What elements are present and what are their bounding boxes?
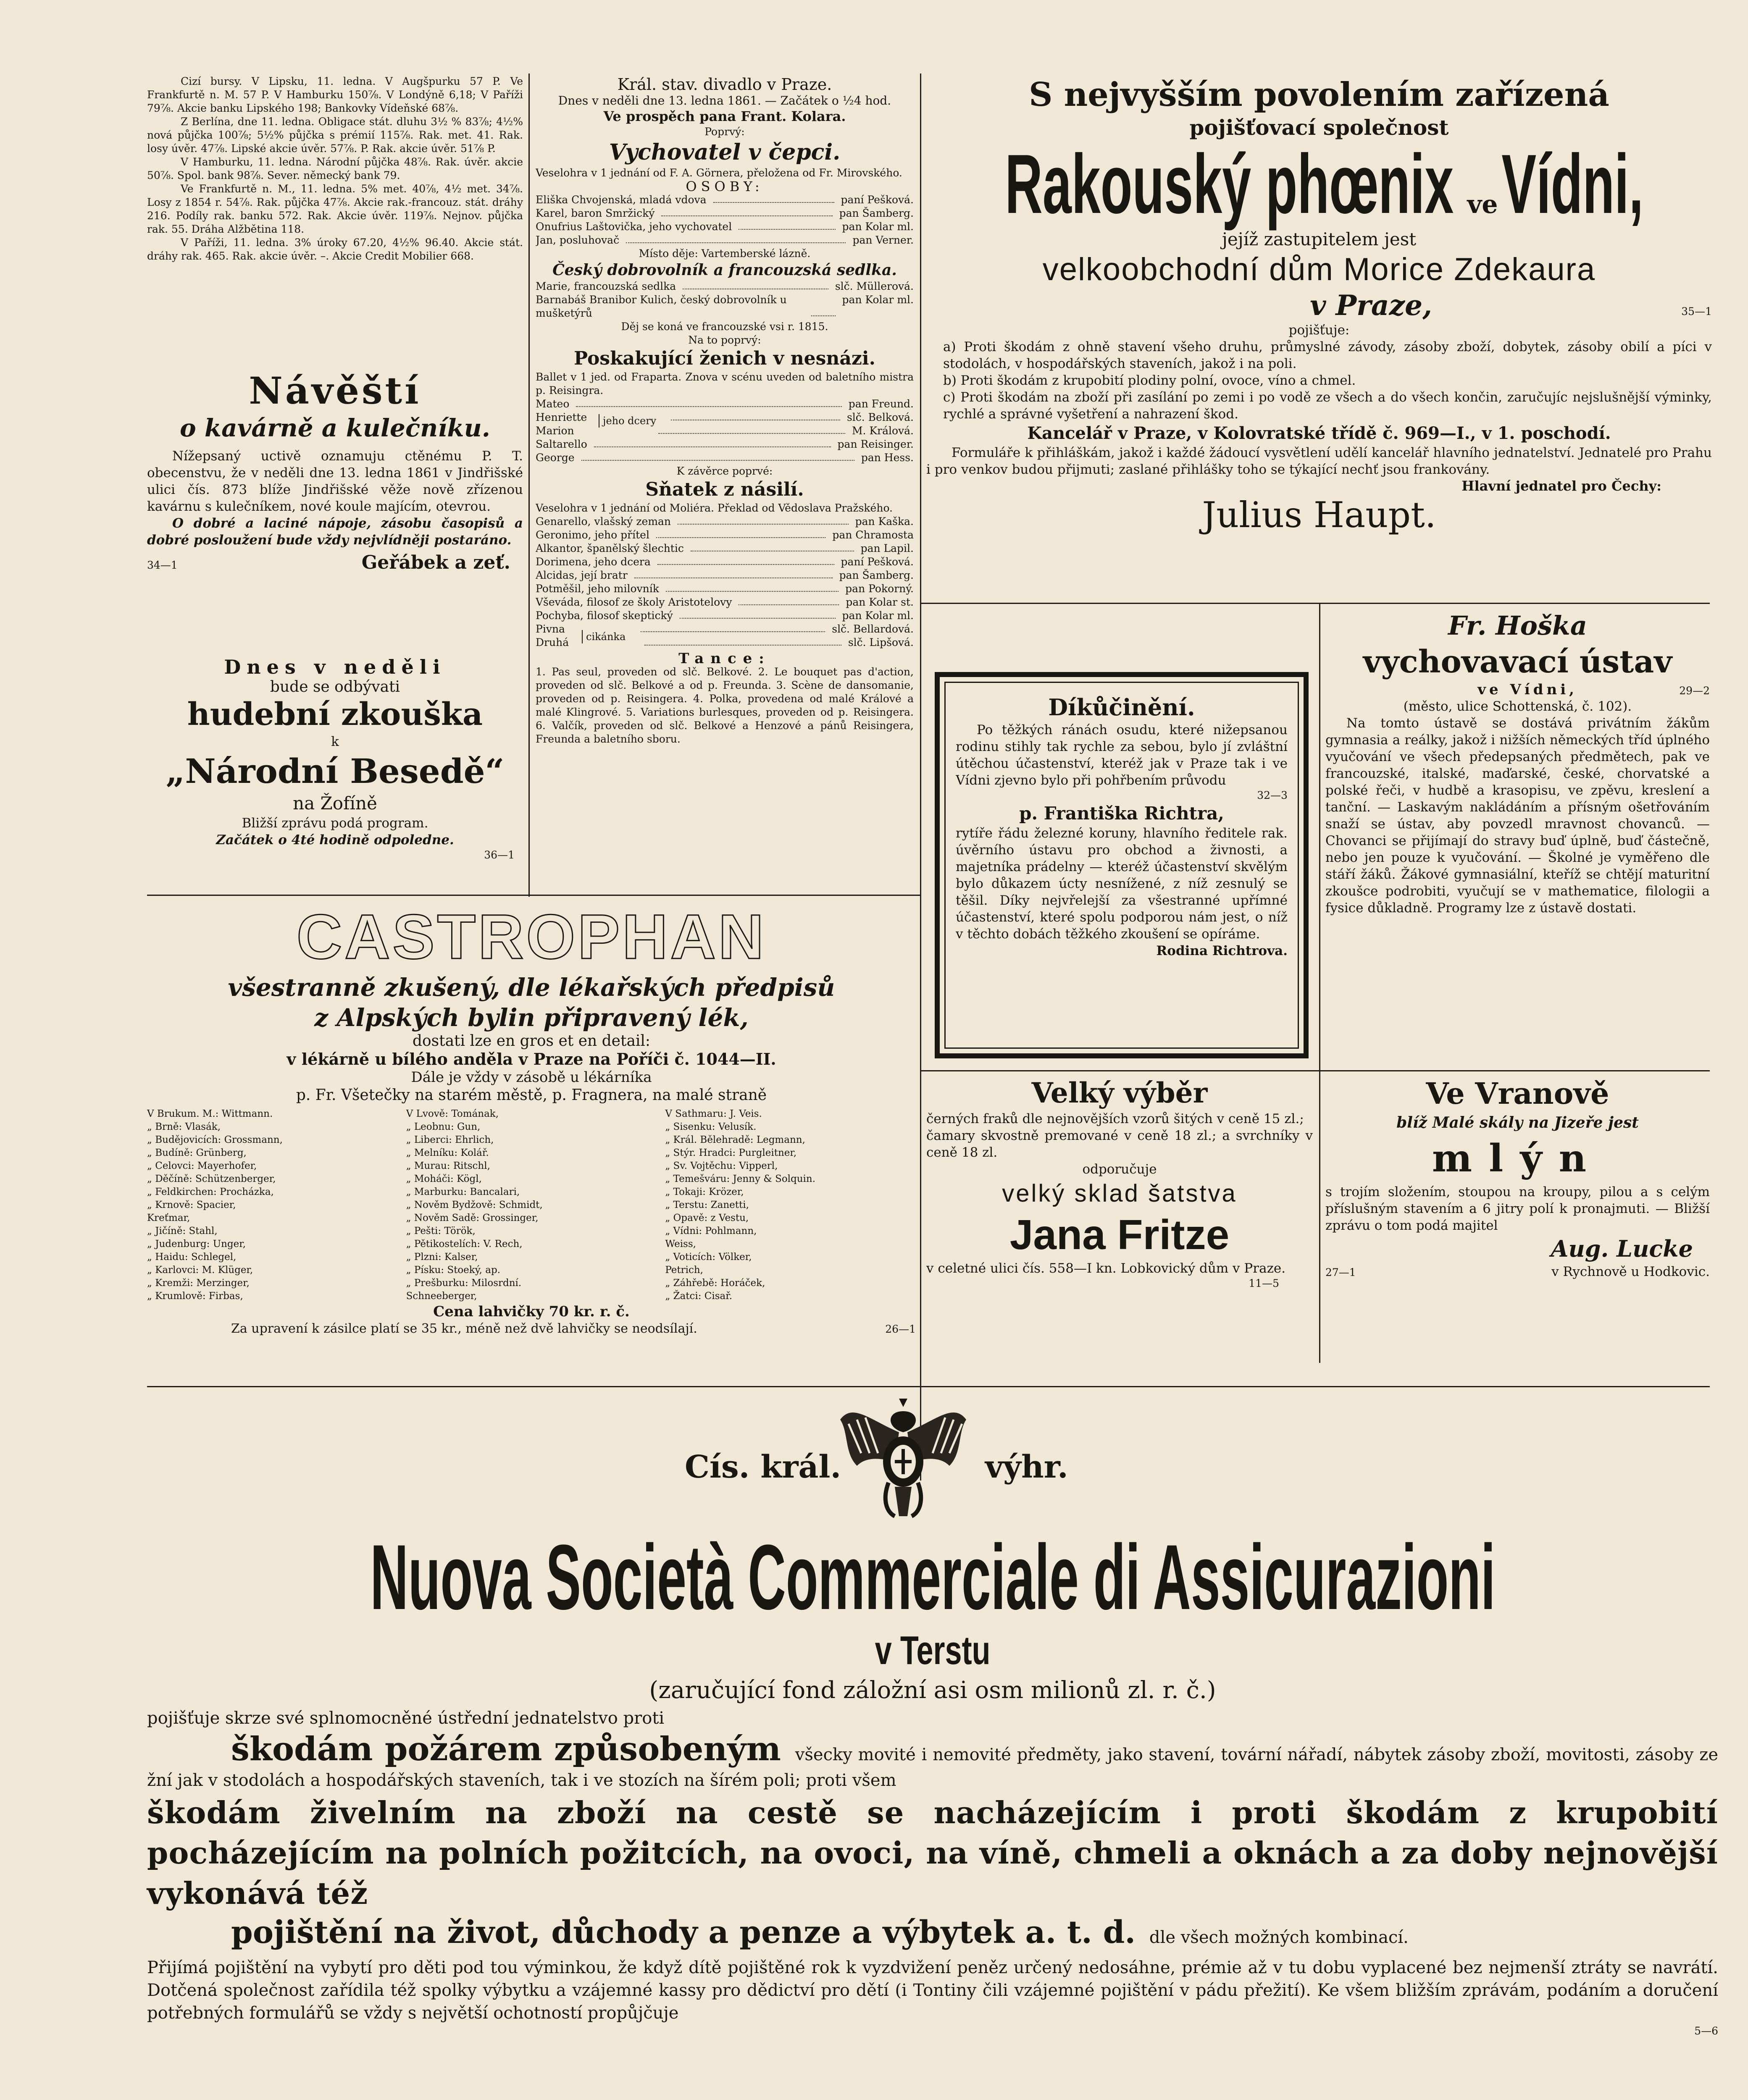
mill-notice (1325, 1075, 1710, 1378)
pharmacy-entry: „ Pětikostelích: V. Rech, (406, 1239, 523, 1250)
nuova-fire-desc: všecky movité i nemovité předměty, jako stavení, tovární nářadí, nábytek zásoby zboží, movitosti, zásoby ze žní jak v stodolách a hospodářských staveních, tak i ve stozích na šírém poli; proti všem (147, 1745, 1718, 1790)
nuova-line (147, 1730, 1718, 1793)
exchange-paragraph: Cizí bursy. V Lipsku, 11. ledna. V Augšpurku 57 P. Ve Frankfurtě n. M. 57 P. V Hamburku 150⅞. V Londýně 6,18; V Paříži 79⅞. Akcie banku Lipského 198; Bankovky Vídeňské 68⅞. (147, 75, 523, 114)
school-address: (město, ulice Schottenská, č. 102). (1403, 699, 1632, 714)
pharmacy-entry: Schneeberger, (406, 1291, 477, 1302)
cafe-title: Návěští (249, 370, 421, 412)
pharmacy-entry: „ Krnově: Spacier, (147, 1200, 236, 1210)
cast-row: George pan Hess. (536, 452, 914, 464)
cast-row: Druhá slč. Lipšová. (536, 636, 914, 648)
pharmacy-entry: Weiss, (665, 1239, 696, 1250)
cafe-subtitle: o kavárně a kulečníku. (180, 414, 490, 442)
theatre-benefit: Ve prospěch pana Frant. Kolara. (603, 108, 846, 124)
cast-row: Alkantor, španělský šlechtic pan Lapil. (536, 542, 914, 554)
nuova-elements: škodám živelním na zboží na cestě se nacházejícím i proti škodám z krupobití pocházejícím na polních požitcích, na ovoci, na víně, chmeli a oknách a za doby nejnovější vykonává též (147, 1795, 1718, 1911)
castrophan-shipping: Za upravení k zásilce platí se 35 kr., méně než dvě lahvičky se neodsílají. (231, 1321, 697, 1336)
cafe-signature: Geřábek a zeť. (361, 552, 510, 573)
cast-row: Marie, francouzská sedlka slč. Müllerová. (536, 280, 914, 292)
mill-line: blíž Malé skály na Jizeře jest (1396, 1114, 1639, 1131)
nuova-life-title: pojištění na život, důchody a penze a výbytek a. t. d. (231, 1914, 1136, 1950)
concert-line: na Žofíně (293, 793, 377, 814)
concert-line: Dnes v neděli (224, 656, 446, 678)
play-title: Český dobrovolník a francouzská sedlka. (552, 261, 897, 279)
thanks-title: Díkůčinění. (1048, 694, 1195, 721)
phoenix-item: c) Proti škodám na zboží při zasílání po zemi i po vodě ze všech a do všech končin, zaručujíc nejslušnější výminky, rychlé a správné vyšetření a nahrazení škod. (943, 390, 1712, 422)
section-rule (147, 895, 920, 896)
pharmacy-entry: V Brukum. M.: Wittmann. (147, 1108, 273, 1119)
exchange-column (147, 75, 523, 263)
castrophan-line: Dále je vždy v zásobě u lékárníka (411, 1069, 652, 1086)
concert-line: bude se odbývati (270, 678, 400, 696)
cast-row: Dorimena, jeho dcera paní Pešková. (536, 556, 914, 568)
nuova-fire: škodám požárem způsobeným (231, 1730, 781, 1768)
nuova-title: Nuova Società Commerciale di Assicurazioni (370, 1525, 1496, 1629)
cast-row: Barnabáš Branibor Kulich, český dobrovolník u mušketýrů pan Kolar ml. (536, 294, 914, 319)
castrophan-line: všestranně zkušený, dle lékařských předpisů (228, 973, 835, 1002)
cast-row: Mateo pan Freund. (536, 398, 914, 410)
cast-list (536, 397, 914, 465)
pharmacy-entry: „ Murau: Ritschl, (406, 1160, 490, 1171)
cast-row: Marion M. Králová. (536, 425, 914, 437)
pharmacy-entry: V Lvově: Tomának, (406, 1108, 499, 1119)
play-title: Vychovatel v čepci. (609, 139, 841, 165)
clothing-address: v celetné ulici čís. 558—I kn. Lobkovický dům v Praze. (926, 1261, 1286, 1276)
cast-list (536, 280, 914, 320)
pharmacy-entry: „ Budíně: Grünberg, (147, 1147, 247, 1158)
pharmacy-entry: „ Judenburg: Unger, (147, 1239, 246, 1250)
phoenix-text: Formuláře k přihláškám, jakož i každé žádoucí vysvětlení udělí kancelář hlavního jednatelství. Jednatelé pro Prahu i pro venkov budou přijmuti; zaslané přihlášky toho se týkající nechť jsou frankovány. (926, 445, 1712, 477)
castrophan-line: p. Fr. Všetečky na starém městě, p. Fragnera, na malé straně (296, 1087, 767, 1104)
pharmacy-entry: „ Tokaji: Krözer, (665, 1186, 744, 1197)
thanks-notice (956, 693, 1288, 1037)
clothing-notice (926, 1075, 1313, 1378)
pharmacy-entry: „ Plzni: Kalser, (406, 1252, 478, 1263)
pharmacy-entry: „ Krumlově: Firbas, (147, 1291, 243, 1302)
clothing-owner: Jana Fritze (1009, 1211, 1230, 1258)
clothing-title: Velký výběr (1031, 1076, 1208, 1109)
concert-line: Bližší zprávu podá program. (242, 816, 428, 831)
phoenix-office: Kancelář v Praze, v Kolovratské třídě č. 969—I., v 1. poschodí. (1027, 423, 1611, 443)
theatre-label: Na to poprvý: (688, 334, 761, 346)
gypsies-brace: cikánka (582, 630, 629, 643)
thanks-text: Po těžkých ránách osudu, které nižepsanou rodinu stihly tak rychle za sebou, bylo jí zvláštní útěchou účastenství, kteréž jak v Praze tak i ve Vídni zjevno bylo při pohřbením průvodu (956, 722, 1288, 788)
nuova-text: Přijímá pojištění na vybytí pro děti pod tou výminkou, že když dítě pojištěné rok k vyzdvižení peněz určený nedosáhne, prémie až v tu dobu vyplacené bez nejmenší ztráty se navrátí. Dotčená společnost zařídila též spolky výbytku a vzájemné kassy pro dědictví pro dětí (i Tontiny čili vzájemné pojištění v pádu přežití). Ke všem bližším zprávám, podáním a doručení potřebných formulářů se vždy s největší ochotností propůjčuje (147, 1958, 1718, 2023)
exchange-paragraph: Ve Frankfurtě n. M., 11. ledna. 5% met. 40⅞, 4½ met. 34⅞. Losy z 1854 r. 54⅞. Rak. půjčka 47⅞. Akcie rak.-francouz. stát. dráhy 216. Podíly rak. banku 572. Rak. Akcie úvěr. 119⅞. Nejnov. půjčka rak. 55. Dráha Alžbětina 118. (147, 183, 523, 235)
cast-row: Alcidas, její bratr pan Šamberg. (536, 569, 914, 581)
cast-row: Karel, baron Smržický pan Šamberg. (536, 207, 914, 219)
cast-row: Saltarello pan Reisinger. (536, 438, 914, 450)
exchange-paragraph: Z Berlína, dne 11. ledna. Obligace stát. dluhu 3½ % 83⅞; 4½% nová půjčka 100⅞; 5½% půjčka s prémií 115⅞. Rak. met. 41. Rak. losy úvěr. 47⅞. Lipské akcie úvěr. 57⅞. P. Rak. akcie úvěr. 51⅞ P. (147, 116, 523, 155)
nuova-ref: 5—6 (1694, 2025, 1718, 2037)
pharmacy-entry: „ Pešti: Török, (406, 1226, 476, 1236)
castrophan-ref: 26—1 (885, 1323, 916, 1335)
theatre-label: OSOBY: (686, 178, 764, 194)
castrophan-line: dostati lze en gros et en detail: (412, 1032, 651, 1050)
school-city: ve Vídni, (1477, 681, 1578, 698)
section-rule (920, 1070, 1710, 1071)
thanks-family: Rodina Richtrova. (1156, 943, 1288, 958)
play-place: Místo děje: Vartemberské lázně. (639, 247, 811, 260)
pharmacy-entry: „ Haidu: Schlegel, (147, 1252, 237, 1263)
mill-line: Ve Vranově (1426, 1076, 1609, 1111)
pharmacy-entry: Petrich, (665, 1265, 703, 1276)
pharmacy-entry: „ Brně: Vlasák, (147, 1121, 221, 1132)
pharmacy-entry: V Sathmaru: J. Veis. (665, 1108, 762, 1119)
school-notice (1325, 609, 1710, 1067)
play-place: Děj se koná ve francouzské vsi r. 1815. (621, 320, 828, 333)
nuova-life (147, 1914, 1718, 1956)
pharmacy-entry: „ Vídni: Pohlmann, (665, 1226, 757, 1236)
clothing-store: velký sklad šatstva (1002, 1180, 1237, 1207)
phoenix-agent: Julius Haupt. (1202, 494, 1436, 536)
cafe-ref: 34—1 (147, 559, 178, 571)
pharmacy-entry: „ Kremži: Merzinger, (147, 1278, 250, 1289)
mill-ref: 27—1 (1325, 1266, 1356, 1278)
cast-row: Pochyba, filosof skeptický pan Kolar ml. (536, 609, 914, 622)
castrophan-line: v lékárně u bílého anděla v Praze na Poříči č. 1044—II. (287, 1050, 776, 1068)
cast-list (536, 515, 914, 649)
pharmacy-entry: Kreťmar, (147, 1213, 190, 1223)
pharmacy-entry: „ Žatci: Cisař. (665, 1291, 733, 1302)
mill-text: s trojím složením, stoupou na kroupy, pilou a s celým příslušným stavením a 6 jitry polí k pronajmuti. — Bližší zprávu o tom podá majitel (1325, 1184, 1710, 1233)
phoenix-line: S nejvyšším povolením zařízená (1029, 76, 1609, 114)
nuova-prefix: Cís. král. (685, 1449, 841, 1485)
theatre-program (536, 75, 914, 894)
cafe-body-note: O dobré a laciné nápoje, zásobu časopisů a dobré posloužení bude vždy nejvlídněji postaráno. (147, 516, 523, 548)
phoenix-insures: pojišťuje: (1288, 323, 1350, 338)
cast-row: Henriette slč. Belková. (536, 411, 914, 423)
pharmacy-entry: „ Voticích: Völker, (665, 1252, 752, 1263)
nuova-line: pojišťuje skrze své splnomocněné ústřední jednatelstvo proti (147, 1709, 665, 1728)
castrophan-line: z Alpských bylin připravený lék, (314, 1003, 749, 1032)
exchange-paragraph: V Paříži, 11. ledna. 3% úroky 67.20, 4½% 96.40. Akcie stát. dráhy rak. 465. Rak. akcie úvěr. –. Akcie Credit Mobilier 668. (147, 236, 523, 262)
play-title: Poskakující ženich v nesnázi. (574, 348, 875, 369)
cast-row: Vševáda, filosof ze školy Aristotelovy pan Kolar st. (536, 596, 914, 608)
school-line: Fr. Hoška (1448, 610, 1588, 641)
pharmacy-entry: „ Děčíně: Schützenberger, (147, 1173, 276, 1184)
pharmacy-entry: „ Celovci: Mayerhofer, (147, 1160, 257, 1171)
nuova-insurance (143, 1390, 1722, 2100)
pharmacy-entry: „ Leobnu: Gun, (406, 1121, 481, 1132)
concert-line: k (331, 734, 339, 749)
pharmacy-entry: „ Sv. Vojtěchu: Vipperl, (665, 1160, 778, 1171)
school-ref: 29—2 (1679, 685, 1710, 697)
play-info: Veselohra v 1 jednání od Moliéra. Překlad od Vědoslava Pražského. (536, 502, 893, 514)
cafe-body: Nížepsaný uctivě oznamuju ctěnému P. T. obecenstvu, že v neděli dne 13. ledna 1861 v Jindřišské ulici čís. 873 blíže Jindřišské věže nově zřízenou kavárnu s kulečníkem, nové koule majícím, otevrou. (147, 449, 523, 514)
pharmacy-entry: „ Temešváru: Jenny & Solquin. (665, 1173, 816, 1184)
pharmacy-entry: „ Liberci: Ehrlich, (406, 1134, 494, 1145)
pharmacy-entry: „ Záhřebě: Horáček, (665, 1278, 765, 1289)
phoenix-insurance (926, 75, 1712, 600)
pharmacy-entry: „ Marburku: Bancalari, (406, 1186, 520, 1197)
concert-time: Začátek o 4té hodině odpoledne. (216, 832, 454, 848)
section-rule (920, 603, 1710, 604)
theatre-header: Král. stav. divadlo v Praze. (617, 75, 832, 94)
play-title: Sňatek z násilí. (645, 479, 804, 500)
phoenix-item: a) Proti škodám z ohně stavení všeho druhu, průmyslné závody, zásoby zboží, dobytek, zásoby obilí a píci v stodolách, v hospodářských staveních, jakož i na poli. (943, 339, 1712, 371)
concert-title: hudební zkouška (187, 696, 483, 732)
pharmacy-entry: „ Opavě: z Vestu, (665, 1213, 749, 1223)
clothing-line: čamary skvostně premované v ceně 18 zl.; a svrchníky v ceně 18 zl. (926, 1128, 1313, 1160)
cast-row: Potměšil, jeho milovník pan Pokorný. (536, 583, 914, 595)
castrophan-price: Cena lahvičky 70 kr. r. č. (433, 1303, 630, 1320)
concert-ref: 36—1 (484, 849, 515, 861)
thanks-ref: 32—3 (1257, 789, 1288, 801)
phoenix-title-ve: ve (1467, 190, 1498, 219)
pharmacy-entry: „ Jičíně: Stahl, (147, 1226, 218, 1236)
mill-signature: Aug. Lucke (1551, 1235, 1693, 1262)
castrophan-ad (147, 901, 916, 1384)
imperial-eagle-crest (836, 1394, 970, 1520)
pharmacy-table (147, 1108, 916, 1303)
clothing-line: černých fraků dle nejnovějších vzorů šitých v ceně 15 zl.; (926, 1111, 1304, 1126)
phoenix-ref: 35—1 (1681, 305, 1712, 318)
phoenix-line: pojišťovací společnost (1189, 115, 1449, 140)
clothing-ref: 11—5 (1249, 1277, 1279, 1289)
pharmacy-entry: „ Nověm Bydžově: Schmidt, (406, 1200, 543, 1210)
dances-text: 1. Pas seul, proveden od slč. Belkové. 2. Le bouquet pas d'action, proveden od slč. Belkové a od p. Freunda. 3. Scène de dansomanie, proveden od p. Reisingera. 4. Polka, provedena od malé Králové a malé Klingrové. 5. Variations burlesques, proveden od p. Reisingera. 6. Valčík, proveden od slč. Belkové a Henzové a pánů Reisingera, Freunda a baletního sboru. (536, 666, 914, 745)
play-info: Ballet v 1 jed. od Fraparta. Znova v scénu uveden od baletního mistra p. Reisingra. (536, 371, 914, 396)
section-rule (147, 1386, 1710, 1387)
pharmacy-entry: „ Nověm Sadě: Grossinger, (406, 1213, 539, 1223)
pharmacy-entry: „ Budějovicích: Grossmann, (147, 1134, 283, 1145)
pharmacy-entry: „ Stýr. Hradci: Purgleitner, (665, 1147, 797, 1158)
pharmacy-entry: „ Terstu: Zanetti, (665, 1200, 749, 1210)
theatre-label: K závěrce poprvé: (676, 465, 773, 477)
phoenix-item: b) Proti škodám z krupobití plodiny polní, ovoce, víno a chmel. (943, 373, 1356, 388)
school-title: vychovavací ústav (1363, 644, 1672, 680)
phoenix-agent-house: velkoobchodní dům Morice Zdekaura (1042, 252, 1596, 287)
nuova-life-desc: dle všech možných kombinací. (1149, 1928, 1409, 1947)
phoenix-title: Rakouský phœnix (1005, 137, 1454, 231)
concert-notice (147, 655, 523, 895)
cast-row: Genarello, vlašský zeman pan Kaška. (536, 515, 914, 528)
cast-row: Jan, posluhovač pan Verner. (536, 234, 914, 246)
phoenix-city: v Praze, (1310, 289, 1433, 322)
mill-place: v Rychnově u Hodkovic. (1551, 1264, 1710, 1279)
pharmacy-entry: „ Karlovci: M. Klüger, (147, 1265, 253, 1276)
daughters-brace: jeho dcery (599, 414, 660, 428)
castrophan-title: CASTROPHAN (296, 901, 767, 972)
thanks-text: rytíře řádu železné koruny, hlavního ředitele rak. úvěrního ústavu pro obchod a živnosti, a majetníka prádelny — kteréž účastenství skvělým bylo důkazem úcty nesnížené, z níž zesnulý se těšil. Díky nejvřelejší za všestranné upřímné účastenství, které spolu podporou nám jest, o níž v těchto dobách těžkého zkoušení se opíráme. (956, 826, 1288, 942)
pharmacy-entry: „ Moháči: Kögl, (406, 1173, 482, 1184)
thanks-name: p. Františka Richtra, (1019, 803, 1224, 824)
pharmacy-entry: „ Melníku: Kolář. (406, 1147, 489, 1158)
play-info: Veselohra v 1 jednání od F. A. Görnera, přeložena od Fr. Mirovského. (536, 167, 902, 179)
mill-title: mlýn (1432, 1136, 1603, 1181)
phoenix-line: jejíž zastupitelem jest (1222, 229, 1417, 249)
phoenix-title-city: Vídni, (1501, 137, 1643, 231)
pharmacy-entry: „ Sisenku: Velusík. (665, 1121, 757, 1132)
cast-list (536, 193, 914, 247)
theatre-label: Poprvý: (704, 126, 745, 138)
theatre-date: Dnes v neděli dne 13. ledna 1861. — Začátek o ½4 hod. (558, 94, 891, 108)
cast-row: Pivna slč. Bellardová. (536, 623, 914, 635)
column-rule (920, 74, 921, 1480)
phoenix-agent-label: Hlavní jednatel pro Čechy: (1461, 478, 1661, 494)
cast-row: Eliška Chvojenská, mladá vdova paní Pešková. (536, 194, 914, 206)
nuova-prefix-b: výhr. (985, 1449, 1068, 1485)
theatre-label: Tance: (678, 650, 771, 667)
cast-row: Onufrius Laštovička, jeho vychovatel pan Kolar ml. (536, 220, 914, 233)
cast-row: Geronimo, jeho přítel pan Chramosta (536, 529, 914, 541)
concert-venue: „Národní Besedě“ (166, 751, 505, 791)
pharmacy-entry: „ Feldkirchen: Procházka, (147, 1186, 274, 1197)
pharmacy-entry: „ Písku: Stoeký, ap. (406, 1265, 501, 1276)
cafe-notice (147, 370, 523, 651)
clothing-line: odporučuje (1082, 1162, 1157, 1177)
exchange-paragraph: V Hamburku, 11. ledna. Národní půjčka 48⅞. Rak. úvěr. akcie 50⅞. Spol. bank 98⅞. Sever. německý bank 79. (147, 156, 523, 181)
pharmacy-entry: „ Prešburku: Milosrdní. (406, 1278, 522, 1289)
school-text: Na tomto ústavě se dostává privátním žákům gymnasia a reálky, jakož i nižších německých tříd úplného vyučování ve všech předepsaných předmětech, pak ve francouzské, italské, maďarské, české, chorvatské a polské řeči, v hudbě a krasopisu, ve zpěvu, kreslení a tanční. — Laskavým nakládáním a přísným ošetřováním snaží se ústav, aby povzedl mravnost chovanců. — Chovanci se přijímají do stravy buď úplně, buď částečně, nebo jen pouze k vyučování. — Školné je vyměřeno dle stáří žáků. Žákové gymnasiální, kteříž se chtějí maturitní zkoušce podrobiti, vyučují se v mathematice, filologii a fysice důkladně. Programy lze z ústavě dostati. (1325, 716, 1710, 916)
column-rule (528, 74, 530, 897)
pharmacy-entry: „ Král. Bělehradě: Legmann, (665, 1134, 805, 1145)
nuova-fund: (zaručující fond záložní asi osm milionů zl. r. č.) (649, 1677, 1216, 1704)
nuova-city: v Terstu (875, 1628, 991, 1673)
column-rule (1319, 603, 1320, 1363)
